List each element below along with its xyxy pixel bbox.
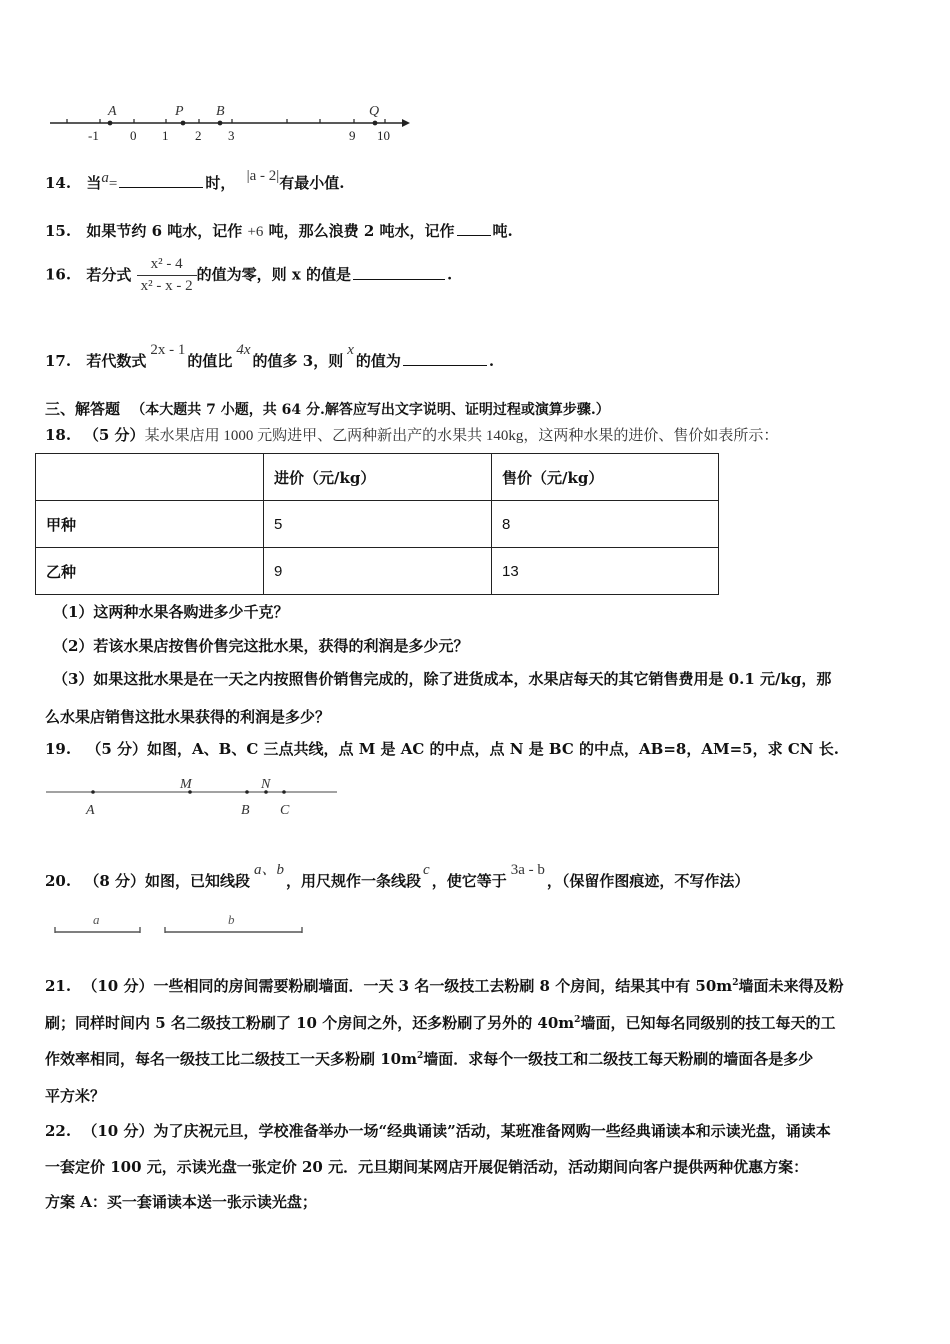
point-b [245, 790, 249, 794]
point-a [91, 790, 95, 794]
segments-figure [50, 910, 310, 940]
question-18: 18. （5 分）某水果店用 1000 元购进甲、乙两种新出产的水果共 140kg，这两种水果的进价、售价如表所示： [45, 426, 779, 444]
answer-blank [119, 173, 203, 188]
point-p [181, 121, 186, 126]
point-q [373, 121, 378, 126]
label-c: C [280, 803, 290, 818]
section-title: 三、解答题 （本大题共 7 小题，共 64 分.解答应写出文字说明、证明过程或演算步骤.） [45, 400, 610, 418]
table-row: 乙种 9 13 [36, 548, 719, 595]
question-21-line: 刷；同样时间内 5 名二级技工粉刷了 10 个房间之外，还多粉刷了另外的 $40m^2$墙面，已知每名同级别的技工每天的工 [45, 1014, 836, 1032]
question-22-line: 一套定价 100 元，示读光盘一张定价 20 元．元旦期间某网店开展促销活动，活动期间向客户提供两种优惠方案： [45, 1158, 809, 1176]
segment-b-label: b [228, 912, 235, 927]
fraction-expr: $\frac{\text{x² - 4}}{\text{x² - x - 2}}$ [137, 256, 197, 295]
tick-label: 0 [130, 128, 137, 143]
answer-blank [403, 351, 487, 366]
label-a: A [86, 803, 95, 818]
tick-label: 10 [377, 128, 390, 143]
question-17: 17. 若代数式2x - 1的值比4x的值多 3，则x的值为 . [45, 342, 495, 370]
label-a: A [108, 104, 117, 119]
price-table [35, 453, 719, 595]
question-16: 16. 若分式 $\frac{\text{x² - 4}}{\text{x² - x - 2}}$ 的值为零，则 x 的值是 . [45, 256, 453, 294]
table-row: 甲种 5 8 [36, 501, 719, 548]
math-abs-expr: |a - 2| [246, 168, 280, 184]
question-22: 22. （10 分）为了庆祝元旦，学校准备举办一场“经典诵读”活动，某班准备网购一些经典诵读本和示读光盘，诵读本 [45, 1122, 831, 1140]
tick-label: -1 [88, 128, 99, 143]
question-number: 14. [45, 174, 72, 192]
sub-question-1: （1）这两种水果各购进多少千克？ [53, 603, 289, 621]
point-c [282, 790, 286, 794]
collinear-points-figure [40, 774, 350, 822]
answer-blank [457, 221, 491, 236]
label-q: Q [369, 104, 380, 119]
label-b: B [241, 803, 250, 818]
segment-a-label: a [93, 912, 100, 927]
label-m: M [180, 777, 192, 792]
question-15: 15. 如果节约 6 吨水，记作 +6 吨，那么浪费 2 吨水，记作 吨. [45, 222, 513, 240]
point-a [108, 121, 113, 126]
number-line-figure [40, 95, 430, 150]
label-b: B [216, 104, 225, 119]
table-header-row: 进价（元/kg） 售价（元/kg） [36, 454, 719, 501]
question-19: 19. （5 分）如图，A、B、C 三点共线，点 M 是 AC 的中点，点 N 是 BC 的中点，AB=8，AM=5，求 CN 长. [45, 740, 839, 758]
tick-label: 3 [228, 128, 235, 143]
question-14: 14. 当a= 时， |a - 2|有最小值. [45, 168, 345, 192]
question-21: 21. （10 分）一些相同的房间需要粉刷墙面．一天 3 名一级技工去粉刷 8 个房间，结果其中有 $50m^2$墙面未来得及粉 [45, 977, 844, 995]
sub-question-2: （2）若该水果店按售价售完这批水果，获得的利润是多少元？ [53, 637, 469, 655]
label-p: P [175, 104, 184, 119]
question-20: 20. （8 分）如图，已知线段a、b，用尺规作一条线段c，使它等于3a - b，（保留作图痕迹，不写作法） [45, 862, 750, 890]
tick-label: 2 [195, 128, 202, 143]
answer-blank [353, 265, 445, 280]
question-21-line: 作效率相同，每名一级技工比二级技工一天多粉刷 $10m^2$墙面．求每个一级技工和二级技工每天粉刷的墙面各是多少 [45, 1050, 814, 1068]
question-21-line: 平方米？ [45, 1087, 106, 1105]
label-n: N [261, 777, 271, 792]
sub-question-3-cont: 么水果店销售这批水果获得的利润是多少？ [45, 708, 331, 726]
question-22-line: 方案 A：买一套诵读本送一张示读光盘； [45, 1193, 317, 1211]
sub-question-3: （3）如果这批水果是在一天之内按照售价销售完成的，除了进货成本，水果店每天的其它销售费用是 0.1 元/kg，那 [53, 670, 832, 688]
point-b [218, 121, 223, 126]
tick-label: 1 [162, 128, 169, 143]
tick-label: 9 [349, 128, 356, 143]
